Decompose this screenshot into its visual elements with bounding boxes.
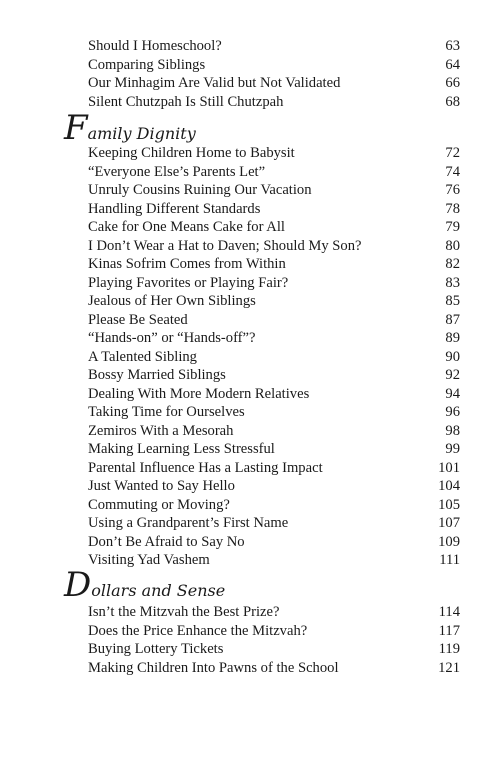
toc-entry <box>88 218 460 237</box>
entry-title: Handling Different Standards <box>88 200 261 217</box>
entry-page-number: 114 <box>438 604 460 620</box>
entry-page-number: 121 <box>438 659 460 676</box>
entry-page-number: 63 <box>445 38 460 54</box>
section-heading-family-dignity <box>64 108 196 148</box>
toc-entry <box>88 477 460 496</box>
entry-title: Parental Influence Has a Lasting Impact <box>88 459 323 476</box>
entry-page-number: 82 <box>445 256 460 272</box>
entry-page-number: 66 <box>445 75 460 91</box>
toc-entry <box>88 422 460 441</box>
entry-title: Just Wanted to Say Hello <box>88 478 235 494</box>
toc-entry <box>88 533 460 552</box>
entry-title: Should I Homeschool? <box>88 38 222 54</box>
entry-page-number: 68 <box>445 93 460 110</box>
entry-page-number: 90 <box>445 348 460 365</box>
toc-entry <box>88 385 460 404</box>
entry-page-number: 98 <box>445 422 460 439</box>
entry-page-number: 85 <box>445 293 460 309</box>
toc-list-dollars-and-sense <box>88 603 460 677</box>
toc-entry <box>88 37 460 56</box>
toc-entry <box>88 144 460 163</box>
entry-title: Jealous of Her Own Siblings <box>88 293 256 309</box>
toc-entry <box>88 514 460 533</box>
heading-initial: D <box>64 565 92 605</box>
entry-page-number: 89 <box>445 330 460 346</box>
toc-entry <box>88 237 460 256</box>
toc-entry <box>88 93 460 112</box>
entry-page-number: 117 <box>438 622 460 639</box>
toc-entry <box>88 366 460 385</box>
toc-entry <box>88 255 460 274</box>
entry-title: Kinas Sofrim Comes from Within <box>88 256 286 272</box>
toc-entry <box>88 292 460 311</box>
heading-initial: F <box>64 108 88 148</box>
entry-page-number: 109 <box>438 533 460 550</box>
toc-entry <box>88 348 460 367</box>
toc-entry <box>88 274 460 293</box>
entry-title: Please Be Seated <box>88 311 188 328</box>
entry-title: Playing Favorites or Playing Fair? <box>88 274 289 291</box>
heading-text: amily Dignity <box>87 124 196 143</box>
entry-page-number: 72 <box>445 145 460 161</box>
toc-entry <box>88 640 460 659</box>
toc-list-family-dignity <box>88 144 460 570</box>
toc-list-continued <box>88 37 460 111</box>
entry-page-number: 83 <box>445 274 460 291</box>
entry-page-number: 74 <box>445 163 460 180</box>
entry-title: Making Children Into Pawns of the School <box>88 659 339 676</box>
entry-page-number: 94 <box>445 385 460 402</box>
entry-title: Our Minhagim Are Valid but Not Validated <box>88 75 341 91</box>
toc-entry <box>88 622 460 641</box>
entry-page-number: 105 <box>438 496 460 513</box>
entry-page-number: 111 <box>439 552 460 568</box>
entry-title: Taking Time for Ourselves <box>88 404 245 420</box>
entry-page-number: 79 <box>445 219 460 235</box>
toc-entry <box>88 56 460 75</box>
entry-title: Keeping Children Home to Babysit <box>88 145 295 161</box>
entry-title: Visiting Yad Vashem <box>88 552 210 568</box>
entry-title: Zemiros With a Mesorah <box>88 422 234 439</box>
entry-title: Isn’t the Mitzvah the Best Prize? <box>88 604 280 620</box>
toc-entry <box>88 459 460 478</box>
entry-page-number: 107 <box>438 515 460 531</box>
toc-entry <box>88 311 460 330</box>
entry-title: Don’t Be Afraid to Say No <box>88 533 245 550</box>
toc-entry <box>88 551 460 570</box>
toc-entry <box>88 181 460 200</box>
entry-title: Bossy Married Siblings <box>88 367 226 383</box>
section-heading-dollars-and-sense <box>64 565 226 605</box>
toc-entry <box>88 403 460 422</box>
entry-page-number: 104 <box>438 478 460 494</box>
toc-entry <box>88 659 460 678</box>
entry-page-number: 99 <box>445 441 460 457</box>
entry-title: Silent Chutzpah Is Still Chutzpah <box>88 93 284 110</box>
entry-page-number: 119 <box>438 641 460 657</box>
entry-title: Cake for One Means Cake for All <box>88 219 285 235</box>
toc-entry <box>88 496 460 515</box>
entry-title: “Hands-on” or “Hands-off”? <box>88 330 256 346</box>
heading-text: ollars and Sense <box>91 581 226 600</box>
entry-page-number: 96 <box>445 404 460 420</box>
toc-entry <box>88 440 460 459</box>
entry-page-number: 80 <box>445 237 460 254</box>
entry-title: Dealing With More Modern Relatives <box>88 385 310 402</box>
entry-title: Commuting or Moving? <box>88 496 230 513</box>
entry-title: I Don’t Wear a Hat to Daven; Should My Son? <box>88 237 362 254</box>
entry-title: Making Learning Less Stressful <box>88 441 275 457</box>
entry-title: Unruly Cousins Ruining Our Vacation <box>88 182 312 198</box>
entry-page-number: 78 <box>445 200 460 217</box>
toc-entry <box>88 163 460 182</box>
toc-entry <box>88 603 460 622</box>
entry-page-number: 76 <box>445 182 460 198</box>
entry-title: “Everyone Else’s Parents Let” <box>88 163 266 180</box>
toc-entry <box>88 200 460 219</box>
toc-entry <box>88 329 460 348</box>
entry-title: Comparing Siblings <box>88 56 206 73</box>
entry-page-number: 101 <box>438 459 460 476</box>
toc-entry <box>88 74 460 93</box>
entry-title: Buying Lottery Tickets <box>88 641 224 657</box>
entry-page-number: 64 <box>445 56 460 73</box>
entry-page-number: 92 <box>445 367 460 383</box>
entry-page-number: 87 <box>445 311 460 328</box>
entry-title: Using a Grandparent’s First Name <box>88 515 289 531</box>
entry-title: Does the Price Enhance the Mitzvah? <box>88 622 308 639</box>
entry-title: A Talented Sibling <box>88 348 197 365</box>
